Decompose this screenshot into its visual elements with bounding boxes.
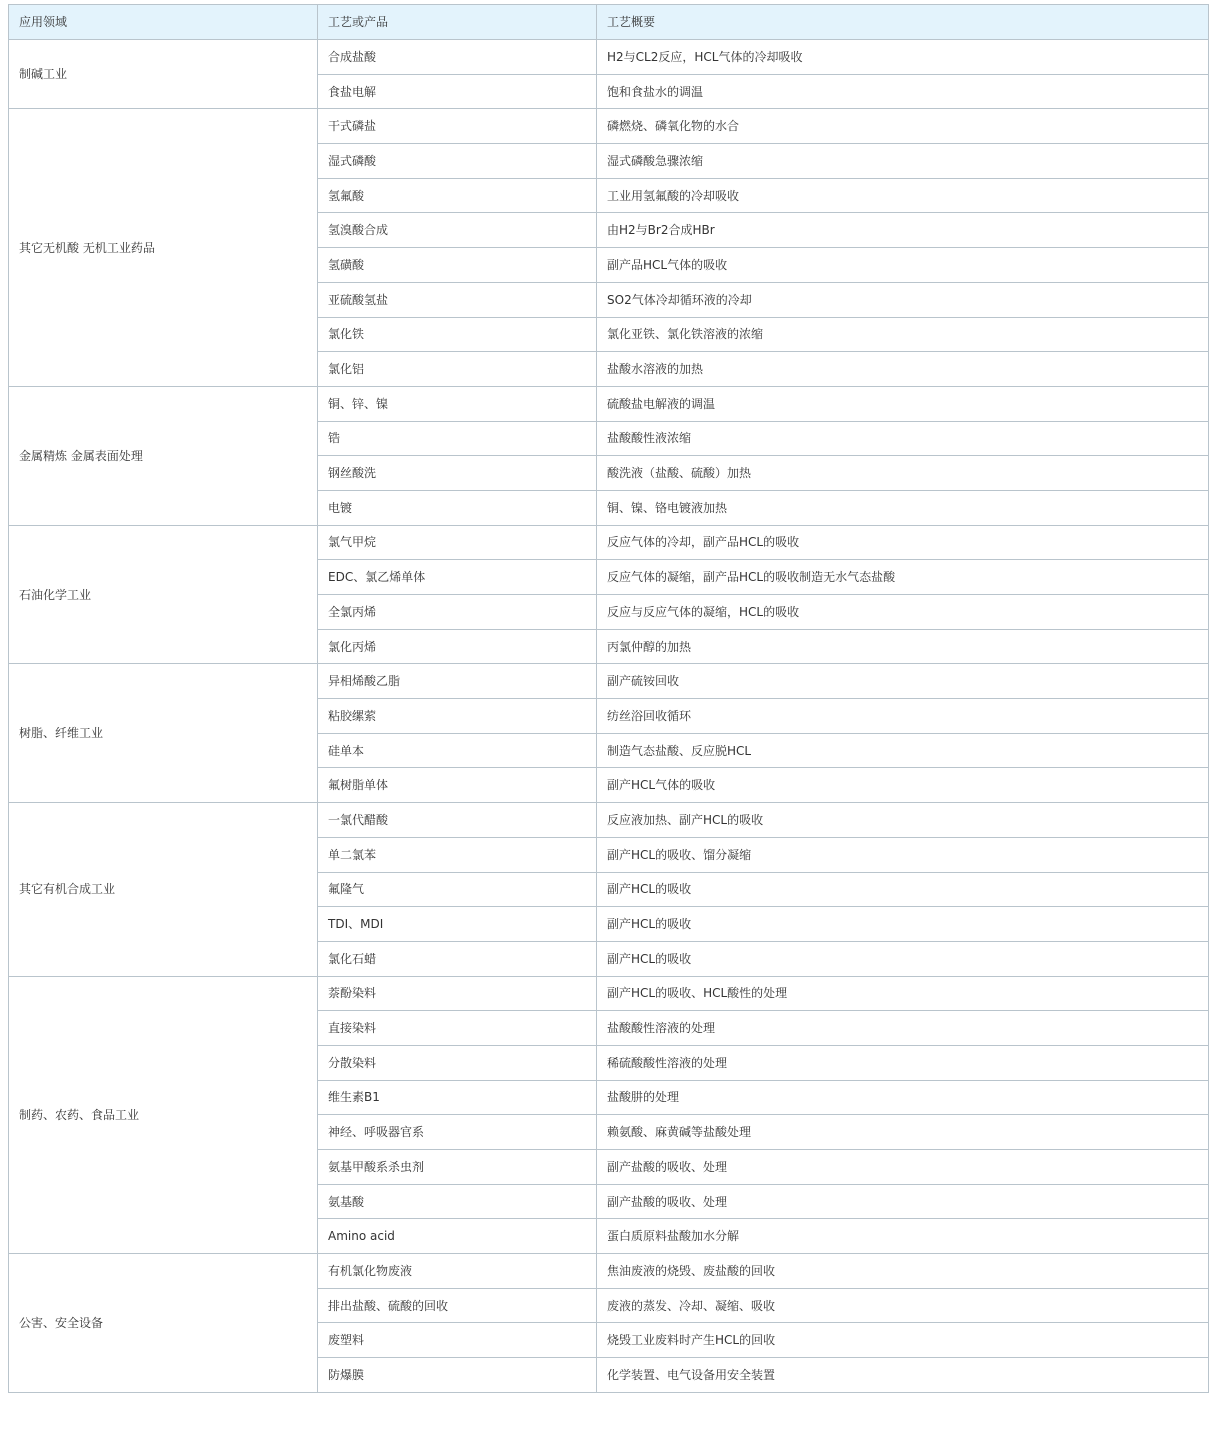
application-field-cell: 其它有机合成工业 (9, 803, 318, 976)
application-table-container (8, 4, 1208, 1393)
process-product-cell: 氯化石蜡 (318, 941, 597, 976)
table-header-row (9, 5, 1209, 40)
process-summary-cell: 酸洗液（盐酸、硫酸）加热 (597, 456, 1209, 491)
header-process-or-product: 工艺或产品 (318, 5, 597, 40)
process-summary-cell: 副产品HCL气体的吸收 (597, 248, 1209, 283)
process-product-cell: 氯化丙烯 (318, 629, 597, 664)
process-product-cell: 废塑料 (318, 1323, 597, 1358)
process-summary-cell: 副产HCL气体的吸收 (597, 768, 1209, 803)
process-summary-cell: 盐酸水溶液的加热 (597, 352, 1209, 387)
process-product-cell: 单二氯苯 (318, 837, 597, 872)
process-summary-cell: 硫酸盐电解液的调温 (597, 386, 1209, 421)
process-summary-cell: 副产HCL的吸收、HCL酸性的处理 (597, 976, 1209, 1011)
application-field-cell: 制碱工业 (9, 40, 318, 109)
process-product-cell: 氯气甲烷 (318, 525, 597, 560)
process-summary-cell: 磷燃烧、磷氧化物的水合 (597, 109, 1209, 144)
process-summary-cell: 烧毁工业废料时产生HCL的回收 (597, 1323, 1209, 1358)
process-product-cell: 有机氯化物废液 (318, 1254, 597, 1289)
table-body (9, 40, 1209, 1393)
process-product-cell: 氯化铁 (318, 317, 597, 352)
process-product-cell: 排出盐酸、硫酸的回收 (318, 1288, 597, 1323)
process-product-cell: 食盐电解 (318, 74, 597, 109)
process-summary-cell: 废液的蒸发、冷却、凝缩、吸收 (597, 1288, 1209, 1323)
table-row (9, 803, 1209, 838)
process-product-cell: 氨基酸 (318, 1184, 597, 1219)
process-product-cell: 维生素B1 (318, 1080, 597, 1115)
process-product-cell: 防爆膜 (318, 1358, 597, 1393)
application-field-cell: 公害、安全设备 (9, 1254, 318, 1393)
process-product-cell: 氯化铝 (318, 352, 597, 387)
table-row (9, 386, 1209, 421)
application-field-cell: 石油化学工业 (9, 525, 318, 664)
process-product-cell: 铜、锌、镍 (318, 386, 597, 421)
process-product-cell: 一氯代醋酸 (318, 803, 597, 838)
process-summary-cell: 赖氨酸、麻黄碱等盐酸处理 (597, 1115, 1209, 1150)
application-table (8, 4, 1209, 1393)
process-summary-cell: SO2气体冷却循环液的冷却 (597, 282, 1209, 317)
process-summary-cell: 盐酸酸性溶液的处理 (597, 1011, 1209, 1046)
process-product-cell: 硅单本 (318, 733, 597, 768)
process-summary-cell: 盐酸酸性液浓缩 (597, 421, 1209, 456)
process-product-cell: 氢溴酸合成 (318, 213, 597, 248)
process-summary-cell: 焦油废液的烧毁、废盐酸的回收 (597, 1254, 1209, 1289)
process-summary-cell: 稀硫酸酸性溶液的处理 (597, 1045, 1209, 1080)
process-summary-cell: 盐酸肼的处理 (597, 1080, 1209, 1115)
process-summary-cell: 氯化亚铁、氯化铁溶液的浓缩 (597, 317, 1209, 352)
header-process-summary: 工艺概要 (597, 5, 1209, 40)
process-product-cell: 氢氟酸 (318, 178, 597, 213)
process-product-cell: 直接染料 (318, 1011, 597, 1046)
process-summary-cell: 由H2与Br2合成HBr (597, 213, 1209, 248)
process-product-cell: 异相烯酸乙脂 (318, 664, 597, 699)
process-summary-cell: 反应液加热、副产HCL的吸收 (597, 803, 1209, 838)
process-product-cell: 氢磺酸 (318, 248, 597, 283)
process-summary-cell: 副产HCL的吸收 (597, 907, 1209, 942)
process-summary-cell: 副产盐酸的吸收、处理 (597, 1150, 1209, 1185)
table-row (9, 525, 1209, 560)
table-row (9, 976, 1209, 1011)
process-summary-cell: 工业用氢氟酸的冷却吸收 (597, 178, 1209, 213)
process-product-cell: 亚硫酸氢盐 (318, 282, 597, 317)
process-product-cell: 粘胶缧萦 (318, 699, 597, 734)
process-summary-cell: 反应气体的冷却，副产品HCL的吸收 (597, 525, 1209, 560)
process-summary-cell: H2与CL2反应，HCL气体的冷却吸收 (597, 40, 1209, 75)
process-summary-cell: 副产盐酸的吸收、处理 (597, 1184, 1209, 1219)
process-product-cell: 锆 (318, 421, 597, 456)
process-summary-cell: 饱和食盐水的调温 (597, 74, 1209, 109)
process-summary-cell: 纺丝浴回收循环 (597, 699, 1209, 734)
process-summary-cell: 反应气体的凝缩，副产品HCL的吸收制造无水气态盐酸 (597, 560, 1209, 595)
process-product-cell: 分散染料 (318, 1045, 597, 1080)
process-summary-cell: 制造气态盐酸、反应脱HCL (597, 733, 1209, 768)
process-product-cell: 氨基甲酸系杀虫剂 (318, 1150, 597, 1185)
process-product-cell: 神经、呼吸器官系 (318, 1115, 597, 1150)
process-summary-cell: 铜、镍、铬电镀液加热 (597, 490, 1209, 525)
application-field-cell: 制药、农药、食品工业 (9, 976, 318, 1254)
process-summary-cell: 湿式磷酸急骤浓缩 (597, 144, 1209, 179)
process-product-cell: 合成盐酸 (318, 40, 597, 75)
process-summary-cell: 化学装置、电气设备用安全装置 (597, 1358, 1209, 1393)
process-product-cell: Amino acid (318, 1219, 597, 1254)
process-product-cell: 氟树脂单体 (318, 768, 597, 803)
process-product-cell: EDC、氯乙烯单体 (318, 560, 597, 595)
table-row (9, 109, 1209, 144)
process-summary-cell: 反应与反应气体的凝缩，HCL的吸收 (597, 595, 1209, 630)
process-product-cell: 钢丝酸洗 (318, 456, 597, 491)
process-product-cell: TDI、MDI (318, 907, 597, 942)
process-summary-cell: 蛋白质原料盐酸加水分解 (597, 1219, 1209, 1254)
table-row (9, 1254, 1209, 1289)
process-product-cell: 湿式磷酸 (318, 144, 597, 179)
process-summary-cell: 副产HCL的吸收 (597, 941, 1209, 976)
application-field-cell: 金属精炼 金属表面处理 (9, 386, 318, 525)
process-product-cell: 氟隆气 (318, 872, 597, 907)
process-summary-cell: 丙氯仲醇的加热 (597, 629, 1209, 664)
table-row (9, 664, 1209, 699)
table-row (9, 40, 1209, 75)
process-product-cell: 全氯丙烯 (318, 595, 597, 630)
application-field-cell: 树脂、纤维工业 (9, 664, 318, 803)
application-field-cell: 其它无机酸 无机工业药品 (9, 109, 318, 387)
process-product-cell: 干式磷盐 (318, 109, 597, 144)
process-product-cell: 电镀 (318, 490, 597, 525)
header-application-field: 应用领域 (9, 5, 318, 40)
process-summary-cell: 副产硫铵回收 (597, 664, 1209, 699)
process-summary-cell: 副产HCL的吸收 (597, 872, 1209, 907)
process-summary-cell: 副产HCL的吸收、馏分凝缩 (597, 837, 1209, 872)
process-product-cell: 萘酚染料 (318, 976, 597, 1011)
